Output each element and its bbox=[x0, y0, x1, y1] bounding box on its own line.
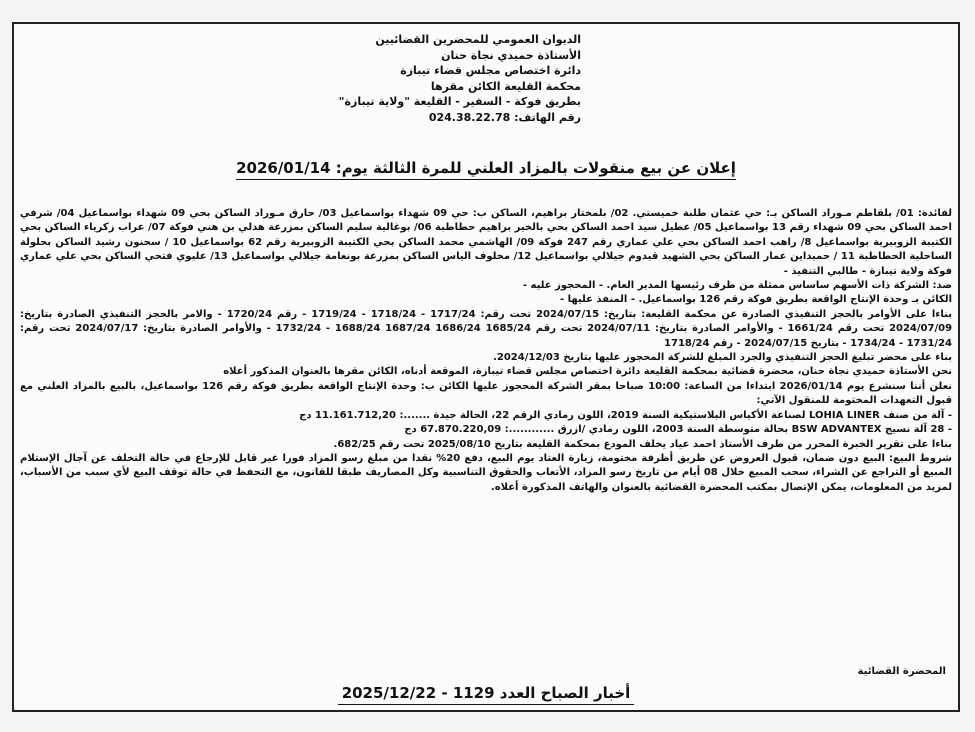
expertise-paragraph: بناءا على تقرير الخبرة المحرر من طرف الأستاذ احمد عياد يخلف المودع بمحكمة القليعة بتاريخ 2025/08/10 تحت رقم 682/25. bbox=[333, 438, 952, 450]
address-paragraph: الكائن بـ وحدة الإنتاج الواقعة بطريق فوكة رقم 126 بواسماعيل. - المنفذ عليها - bbox=[559, 294, 952, 306]
notification-paragraph: بناء على محضر تبليغ الحجز التنفيذي والجرد المبلغ للشركة المحجوز عليها بتاريخ 2024/12/03. bbox=[493, 352, 952, 364]
signature-label: المحضرة القضائية bbox=[857, 666, 946, 677]
beneficiaries-paragraph: لفائدة: 01/ بلقاطم مـوراد الساكن بـ: حي عثمان طلبة خميستي. 02/ بلمختار براهيم، الساكن ب: حي 09 شهداء بواسماعيل 03/ حارق مـوراد الساكن بحي 09 شهداء بواسماعيل 04/ شرفي احمد الساكن بحي 09 شهداء رقم 13 بواسماعيل 05/ عطيل سيد احمد الساكن بحي بالخير براهيم حطاطبة 06/ بوغالية سليم الساكن بمزرعة هدلي بن هني فوكة 07/ عراب زكرياء الساكن بحي الكتيبة الزوبيرية بواسماعيل 8/ راهب احمد الساكن بحي علي عماري رقم 247 فوكة 09/ الهاشمي محمد الساكن بحي الكتيبة الزوبيرية رقم 62 بواسماعيل 10 / سحنون رشيد الساكن بحلولة الساحلية الحطاطبة 11 / حميداين عمار الساكن بحي الشهيد قيدوم جيلالي بواسماعيل 12/ مخلوف الياس الساكن بمزرعة بونعامة جيلالي بواسماعيل 13/ عليوي فتحي الساكن بحي علي عماري فوكة ولاية تيبازة - طالبي التنفيذ - bbox=[20, 208, 953, 277]
notice-frame bbox=[12, 22, 960, 712]
notice-body bbox=[20, 207, 952, 495]
orders-paragraph: بناءا على الأوامر بالحجز التنفيذي الصادرة عن محكمة القليعة: بتاريخ: 2024/07/15 تحت رقم: 1717/24 - 1718/24 - 1719/24 - رقم 1720/24 - والامر بالحجز التنفيذي الصادرة بتاريخ: 2024/07/09 تحت رقم 1661/24 - والأوامر الصادرة بتاريخ: 2024/07/11 تحت رقم 1685/24 1686/24 1687/24 1688/24 - 1732/24 - والأوامر الصادرة بتاريخ: 2024/07/17 تحت رقم: 1731/24 - 1734/24 - بتاريخ 2024/07/15 - رقم 1718/24 bbox=[20, 308, 953, 349]
header-line: رقم الهاتف: 024.38.22.78 bbox=[428, 110, 581, 124]
item-2: - 28 آلة نسيج BSW ADVANTEX بحالة متوسطة السنة 2003، اللون رمادي /ازرق ............: 67.870.220,09 دج bbox=[404, 424, 952, 436]
item-1: - آلة من صنف LOHIA LINER لصناعة الأكياس البلاستيكية السنة 2019، اللون رمادي الرقم 22، الحالة جيدة .......: 11.161.712,20 دج bbox=[299, 409, 952, 421]
header-line: بطريق فوكة - السفير - القليعة "ولاية تيبازة" bbox=[338, 95, 581, 108]
notice-title-text: إعلان عن بيع منقولات بالمزاد العلني للمرة الثالثة يوم: 2026/01/14 bbox=[236, 159, 736, 180]
header-line: الديوان العمومي للمحضرين القضائيين bbox=[375, 33, 581, 46]
announcement-paragraph: نعلن أننا سنشرع يوم 2026/01/14 ابتداءا من الساعة: 10:00 صباحا بمقر الشركة المحجوز عليها الكائن ب: وحدة الإنتاج الواقعة بطريق فوكة رقم 126 بواسماعيل، بالبيع بالمزاد العلني مع قبول التعهدات المختومة للمنقول الآتي: bbox=[20, 380, 952, 407]
bailiff-paragraph: نحن الأستاذة حميدي نجاة حنان، محضرة قضائية بمحكمة القليعة دائرة اختصاص مجلس قضاء تيبازة، الموقعة أدناه، الكائن مقرها بالعنوان المذكور أعلاه bbox=[223, 366, 952, 378]
notice-title bbox=[14, 159, 958, 177]
against-paragraph: ضد: الشركة ذات الأسهم ساساس ممثلة من طرف رئيسها المدير العام. - المحجوز عليه - bbox=[522, 280, 952, 292]
header-line: الأستاذة حميدي نجاة حنان bbox=[441, 48, 581, 62]
newspaper-footer bbox=[14, 684, 958, 702]
header-line: محكمة القليعة الكائن مقرها bbox=[430, 79, 581, 93]
header-line: دائرة اختصاص مجلس قضاء تيبازة bbox=[400, 64, 581, 77]
office-header bbox=[14, 32, 958, 125]
footer-text: أخبار الصباح العدد 1129 - 2025/12/22 bbox=[338, 684, 635, 705]
conditions-paragraph: شروط البيع: البيع دون ضمان، قبول العروض عن طريق أظرفة مختومة، زيارة العتاد يوم البيع، دفع 20% نقدا من مبلغ رسو المزاد فورا غير قابل للإرجاع في حالة التخلف عن آجال الإستلام المبيع أو التراجع عن الشراء، سحب المبيع خلال 08 أيام من تاريخ رسو المزاد، الأتعاب والحقوق التناسبية وكل المصاريف طبقا للقانون، مع التحفظ في حالة توقف البيع لأي سبب من الأسباب، لمزيد من المعلومات، يمكن الإتصال بمكتب المحضرة القضائية بالعنوان والهاتف المذكورة أعلاه. bbox=[20, 452, 952, 493]
